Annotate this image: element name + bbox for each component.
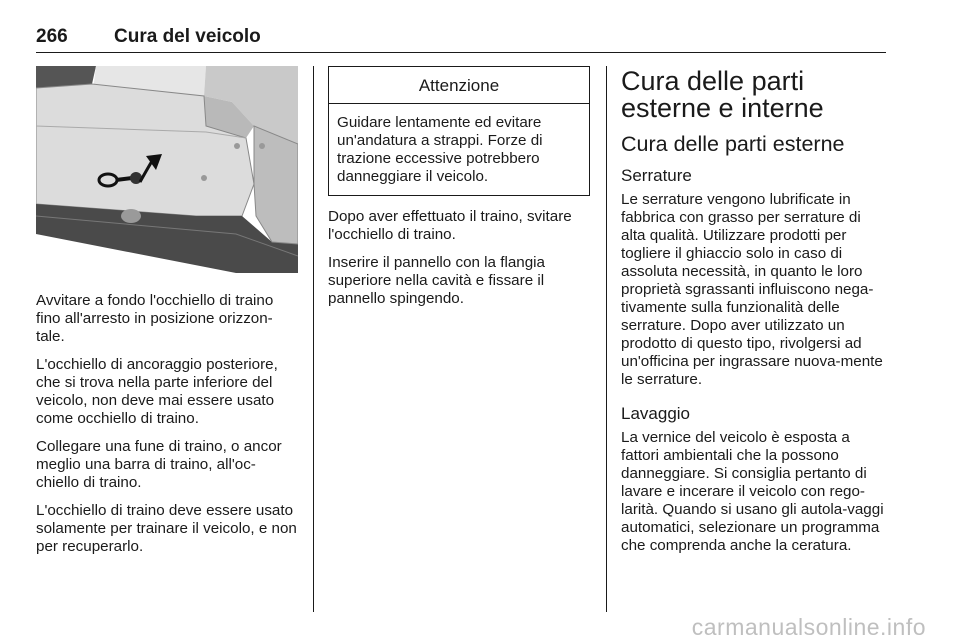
left-column: [36, 66, 298, 566]
running-title: Cura del veicolo: [114, 26, 261, 47]
warning-text: Guidare lentamente ed evitare un'andatura a strappi. Forze di trazione eccessive potrebbero danneggiare il veicolo.: [337, 114, 543, 185]
right-column: [621, 66, 887, 565]
paragraph: Collegare una fune di traino, o ancor meglio una barra di traino, all'oc-chiello di traino.: [36, 438, 282, 491]
paragraph: L'occhiello di ancoraggio posteriore, che si trova nella parte inferiore del veicolo, non deve mai essere usato come occhiello di traino.: [36, 356, 278, 427]
paragraph: Dopo aver effettuato il traino, svitare l'occhiello di traino.: [328, 208, 572, 243]
page-number: 266: [36, 26, 68, 47]
watermark: carmanualsonline.info: [691, 614, 926, 640]
middle-column: [328, 66, 590, 318]
section-title: Cura delle parti esterne e interne: [621, 66, 824, 123]
warning-box: [328, 66, 590, 196]
vehicle-rear-towing-eye-illustration: [36, 66, 298, 273]
paragraph: L'occhiello di traino deve essere usato solamente per trainare il veicolo, e non per recuperarlo.: [36, 502, 297, 555]
paragraph: Inserire il pannello con la flangia superiore nella cavità e fissare il pannello spingendo.: [328, 254, 545, 307]
paragraph: La vernice del veicolo è esposta a fattori ambientali che la possono danneggiare. Si consiglia pertanto di lavare e incerare il veicolo con rego-larità. Quando si usano gli autola-vaggi automatici, selezionare un programma che comprenda anche la ceratura.: [621, 429, 884, 554]
page-header: [36, 24, 886, 53]
subsection-title: Cura delle parti esterne: [621, 132, 845, 156]
warning-title: Attenzione: [329, 67, 589, 104]
column-divider: [606, 66, 607, 612]
paragraph: Le serrature vengono lubrificate in fabbrica con grasso per serrature di alta qualità. Utilizzare prodotti per togliere il ghiaccio solo in caso di assoluta necessità, in quanto le loro proprietà sgrassanti influiscono nega-tivamente sulla funzionalità delle serrature. Dopo aver utilizzato un prodotto di questo tipo, rivolgersi ad un'officina per ingrassare nuova-mente le serrature.: [621, 191, 883, 388]
heading-lavaggio: Lavaggio: [621, 404, 691, 423]
heading-serrature: Serrature: [621, 166, 692, 185]
paragraph: Avvitare a fondo l'occhiello di traino fino all'arresto in posizione orizzon-tale.: [36, 292, 274, 345]
column-divider: [313, 66, 314, 612]
